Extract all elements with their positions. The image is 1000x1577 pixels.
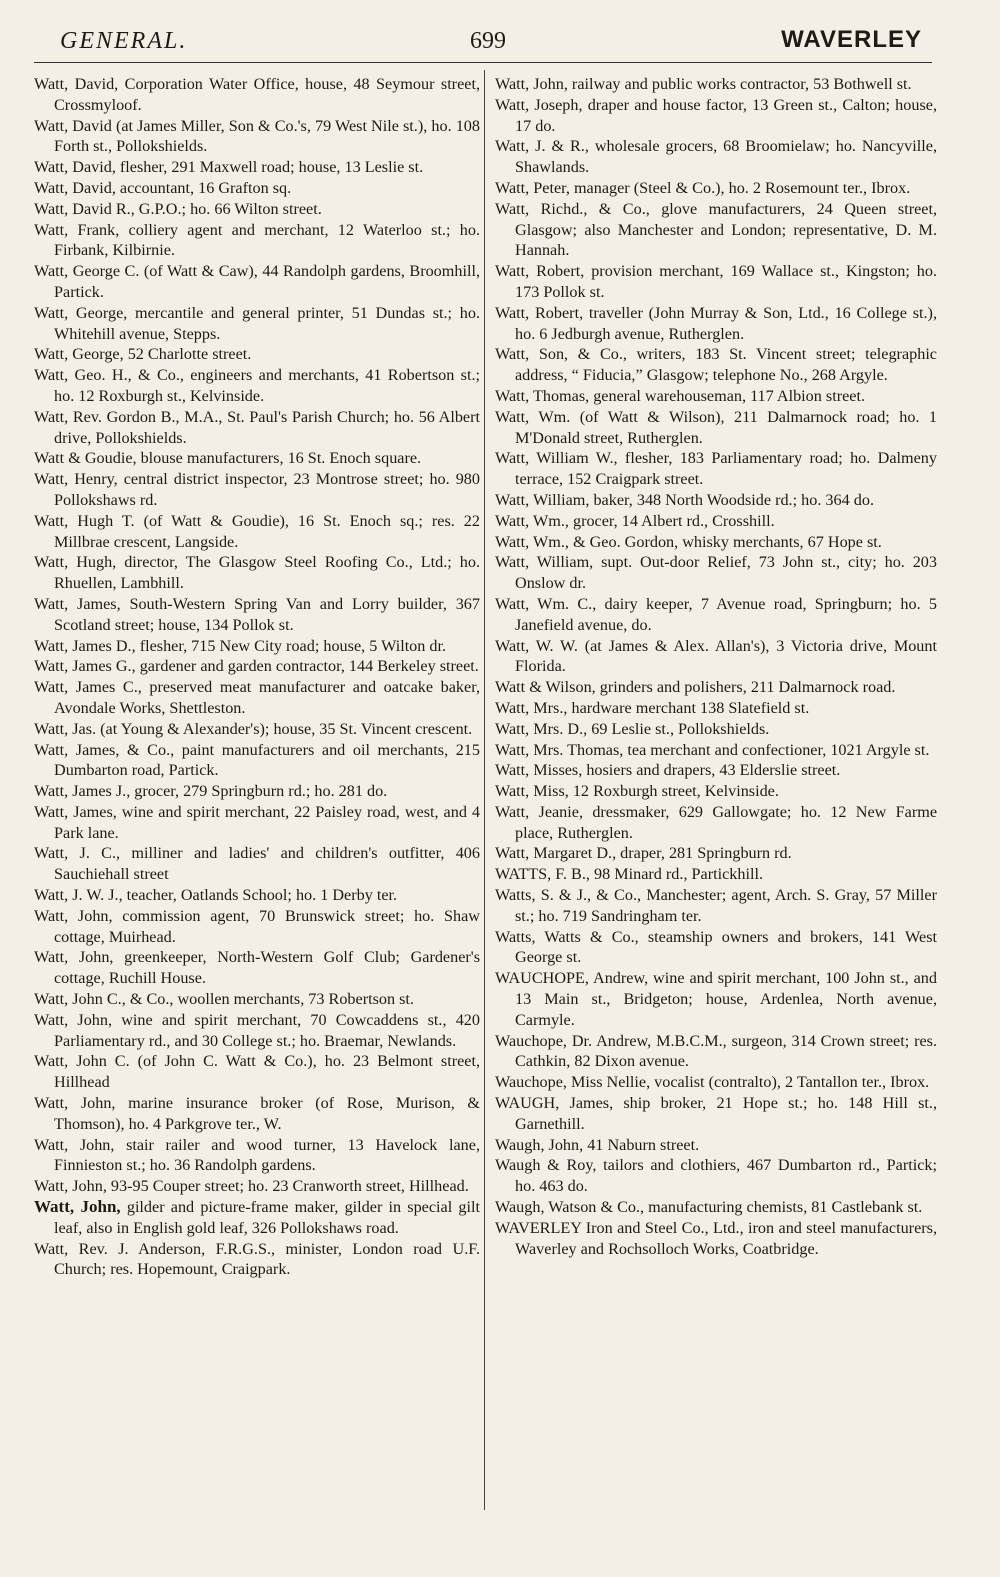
directory-entry: Watt, Wm. (of Watt & Wilson), 211 Dalmarnock road; ho. 1 M'Donald street, Rutherglen. xyxy=(495,407,937,447)
page-header xyxy=(28,22,922,62)
directory-entry: Watt, Hugh T. (of Watt & Goudie), 16 St. Enoch sq.; res. 22 Millbrae crescent, Langside. xyxy=(34,511,480,551)
directory-entry: Watt, J. W. J., teacher, Oatlands School; ho. 1 Derby ter. xyxy=(34,886,398,905)
directory-entry: Watt, John, greenkeeper, North-Western Golf Club; Gardener's cottage, Ruchill House. xyxy=(34,948,480,988)
directory-entry: Watt, David (at James Miller, Son & Co.'s, 79 West Nile st.), ho. 108 Forth st., Pollokshields. xyxy=(34,116,480,156)
directory-entry: Waugh & Roy, tailors and clothiers, 467 Dumbarton rd., Partick; ho. 463 do. xyxy=(495,1156,937,1196)
directory-entry: Watt, Wm., grocer, 14 Albert rd., Crosshill. xyxy=(495,511,775,530)
directory-entry: Watt, James, wine and spirit merchant, 22 Paisley road, west, and 4 Park lane. xyxy=(34,802,480,842)
directory-entry: Watt & Goudie, blouse manufacturers, 16 St. Enoch square. xyxy=(34,449,422,468)
directory-entry: Watt, Peter, manager (Steel & Co.), ho. 2 Rosemount ter., Ibrox. xyxy=(495,178,911,197)
directory-entry: Watt, John, marine insurance broker (of Rose, Murison, & Thomson), ho. 4 Parkgrove ter., W. xyxy=(34,1094,480,1133)
directory-entry: Watt, W. W. (at James & Alex. Allan's), 3 Victoria drive, Mount Florida. xyxy=(495,636,937,676)
directory-entry: Watt, Mrs. D., 69 Leslie st., Pollokshields. xyxy=(495,719,770,738)
directory-entry: Watt, Henry, central district inspector, 23 Montrose street; ho. 980 Pollokshaws rd. xyxy=(34,470,480,509)
directory-entry: Watt, Mrs. Thomas, tea merchant and confectioner, 1021 Argyle st. xyxy=(495,740,930,759)
directory-entry: Watt, William, baker, 348 North Woodside rd.; ho. 364 do. xyxy=(495,490,874,509)
directory-entry: WAVERLEY Iron and Steel Co., Ltd., iron and steel manufacturers, Waverley and Rochsolloch Works, Coatbridge. xyxy=(495,1218,937,1258)
directory-entry: Watt, James C., preserved meat manufacturer and oatcake baker, Avondale Works, Shettleston. xyxy=(34,678,480,717)
directory-entry: Watt, John, 93-95 Couper street; ho. 23 Cranworth street, Hillhead. xyxy=(34,1177,469,1196)
directory-entry: Watt, James, & Co., paint manufacturers and oil merchants, 215 Dumbarton road, Partick. xyxy=(34,740,480,780)
directory-entry: Watt, Wm. C., dairy keeper, 7 Avenue road, Springburn; ho. 5 Janefield avenue, do. xyxy=(495,594,937,634)
directory-entry: Watt, John, stair railer and wood turner, 13 Havelock lane, Finnieston st.; ho. 36 Randolph gardens. xyxy=(34,1135,480,1175)
directory-entry: Wauchope, Miss Nellie, vocalist (contralto), 2 Tantallon ter., Ibrox. xyxy=(495,1073,930,1092)
directory-entry: Watt, Jas. (at Young & Alexander's); house, 35 St. Vincent crescent. xyxy=(34,719,473,738)
directory-entry: Watt, J. & R., wholesale grocers, 68 Broomielaw; ho. Nancyville, Shawlands. xyxy=(495,137,937,177)
directory-entry: Watt, Joseph, draper and house factor, 13 Green st., Calton; house, 17 do. xyxy=(495,95,937,135)
directory-entry: Watt, Rev. J. Anderson, F.R.G.S., minister, London road U.F. Church; res. Hopemount, Craigpark. xyxy=(34,1239,480,1279)
directory-entry: WATTS, F. B., 98 Minard rd., Partickhill. xyxy=(495,865,764,884)
directory-entry: Watt, David, Corporation Water Office, house, 48 Seymour street, Crossmyloof. xyxy=(34,75,480,114)
directory-entry: Watt, Geo. H., & Co., engineers and merchants, 41 Robertson st.; ho. 12 Roxburgh st., Kelvinside. xyxy=(34,366,480,405)
directory-entry: Watt, James, South-Western Spring Van and Lorry builder, 367 Scotland street; house, 134 Pollok st. xyxy=(34,594,480,634)
directory-entry: Watt, David R., G.P.O.; ho. 66 Wilton street. xyxy=(34,199,322,218)
directory-entry: Watts, Watts & Co., steamship owners and brokers, 141 West George st. xyxy=(495,927,937,967)
section-title: GENERAL. xyxy=(60,28,188,54)
directory-entry: Watt, Frank, colliery agent and merchant, 12 Waterloo st.; ho. Firbank, Kilbirnie. xyxy=(34,220,480,260)
directory-entry: Watt, J. C., milliner and ladies' and children's outfitter, 406 Sauchiehall street xyxy=(34,844,480,884)
left-column xyxy=(34,74,480,1280)
directory-entry: Watt, Wm., & Geo. Gordon, whisky merchants, 67 Hope st. xyxy=(495,532,882,551)
directory-entry: Watt, David, accountant, 16 Grafton sq. xyxy=(34,178,292,197)
directory-entry: Watt, John, railway and public works contractor, 53 Bothwell st. xyxy=(495,75,912,93)
right-column xyxy=(495,74,937,1259)
directory-entry: Watt, George, mercantile and general printer, 51 Dundas st.; ho. Whitehill avenue, Stepps. xyxy=(34,303,480,343)
directory-entry: WAUGH, James, ship broker, 21 Hope st.; ho. 148 Hill st., Garnethill. xyxy=(495,1094,937,1133)
directory-entry: Watt, Mrs., hardware merchant 138 Slatefield st. xyxy=(495,698,810,717)
directory-entry: Watt, John C. (of John C. Watt & Co.), ho. 23 Belmont street, Hillhead xyxy=(34,1052,480,1092)
directory-entry: Wauchope, Dr. Andrew, M.B.C.M., surgeon, 314 Crown street; res. Cathkin, 82 Dixon avenue. xyxy=(495,1031,937,1071)
directory-entry: Watts, S. & J., & Co., Manchester; agent, Arch. S. Gray, 57 Miller st.; ho. 719 Sandringham ter. xyxy=(495,886,937,925)
entry-bold-lead: Watt, John, xyxy=(34,1197,121,1217)
directory-entry: Waugh, John, 41 Naburn street. xyxy=(495,1135,700,1154)
directory-entry: Watt, James G., gardener and garden contractor, 144 Berkeley street. xyxy=(34,657,479,676)
directory-entry: WAUCHOPE, Andrew, wine and spirit merchant, 100 John st., and 13 Main st., Bridgeton; house, Ardenlea, North avenue, Carmyle. xyxy=(495,969,937,1029)
running-head: WAVERLEY xyxy=(781,26,922,53)
directory-entry: Watt, Misses, hosiers and drapers, 43 Elderslie street. xyxy=(495,761,841,780)
directory-entry: Watt, John, gilder and picture-frame maker, gilder in special gilt leaf, also in English gold leaf, 326 Pollokshaws road. xyxy=(34,1197,480,1237)
page-number: 699 xyxy=(470,28,506,54)
directory-entry: Watt, Richd., & Co., glove manufacturers, 24 Queen street, Glasgow; also Manchester and London; representative, D. M. Hannah. xyxy=(495,199,937,260)
directory-entry: Watt, George C. (of Watt & Caw), 44 Randolph gardens, Broomhill, Partick. xyxy=(34,262,480,301)
directory-entry: Watt, Miss, 12 Roxburgh street, Kelvinside. xyxy=(495,782,779,801)
directory-entry: Watt, Thomas, general warehouseman, 117 Albion street. xyxy=(495,386,866,405)
directory-entry: Watt & Wilson, grinders and polishers, 211 Dalmarnock road. xyxy=(495,678,896,697)
directory-entry: Watt, John, wine and spirit merchant, 70 Cowcaddens st., 420 Parliamentary rd., and 30 College st.; ho. Braemar, Newlands. xyxy=(34,1010,480,1050)
directory-entry: Watt, Hugh, director, The Glasgow Steel Roofing Co., Ltd.; ho. Rhuellen, Lambhill. xyxy=(34,553,480,593)
directory-entry: Watt, John C., & Co., woollen merchants, 73 Robertson st. xyxy=(34,990,414,1009)
directory-entry: Waugh, Watson & Co., manufacturing chemists, 81 Castlebank st. xyxy=(495,1198,923,1217)
column-divider xyxy=(484,70,485,1510)
directory-entry: Watt, William W., flesher, 183 Parliamentary road; ho. Dalmeny terrace, 152 Craigpark street. xyxy=(495,449,937,489)
directory-entry: Watt, Rev. Gordon B., M.A., St. Paul's Parish Church; ho. 56 Albert drive, Pollokshields. xyxy=(34,407,480,447)
directory-entry: Watt, John, commission agent, 70 Brunswick street; ho. Shaw cottage, Muirhead. xyxy=(34,906,480,946)
directory-entry: Watt, Son, & Co., writers, 183 St. Vincent street; telegraphic address, “ Fiducia,” Glasgow; telephone No., 268 Argyle. xyxy=(495,345,937,385)
directory-entry: Watt, Margaret D., draper, 281 Springburn rd. xyxy=(495,844,792,863)
directory-entry: Watt, Jeanie, dressmaker, 629 Gallowgate; ho. 12 New Farme place, Rutherglen. xyxy=(495,802,937,842)
directory-entry: Watt, Robert, provision merchant, 169 Wallace st., Kingston; ho. 173 Pollok st. xyxy=(495,262,937,301)
directory-entry: Watt, George, 52 Charlotte street. xyxy=(34,345,252,364)
directory-entry: Watt, David, flesher, 291 Maxwell road; house, 13 Leslie st. xyxy=(34,158,424,177)
header-rule xyxy=(34,62,932,63)
directory-entry: Watt, James D., flesher, 715 New City road; house, 5 Wilton dr. xyxy=(34,636,447,655)
directory-entry: Watt, William, supt. Out-door Relief, 73 John st., city; ho. 203 Onslow dr. xyxy=(495,553,937,593)
directory-entry: Watt, James J., grocer, 279 Springburn rd.; ho. 281 do. xyxy=(34,782,388,801)
directory-entry: Watt, Robert, traveller (John Murray & Son, Ltd., 16 College st.), ho. 6 Jedburgh avenue, Rutherglen. xyxy=(495,303,937,343)
